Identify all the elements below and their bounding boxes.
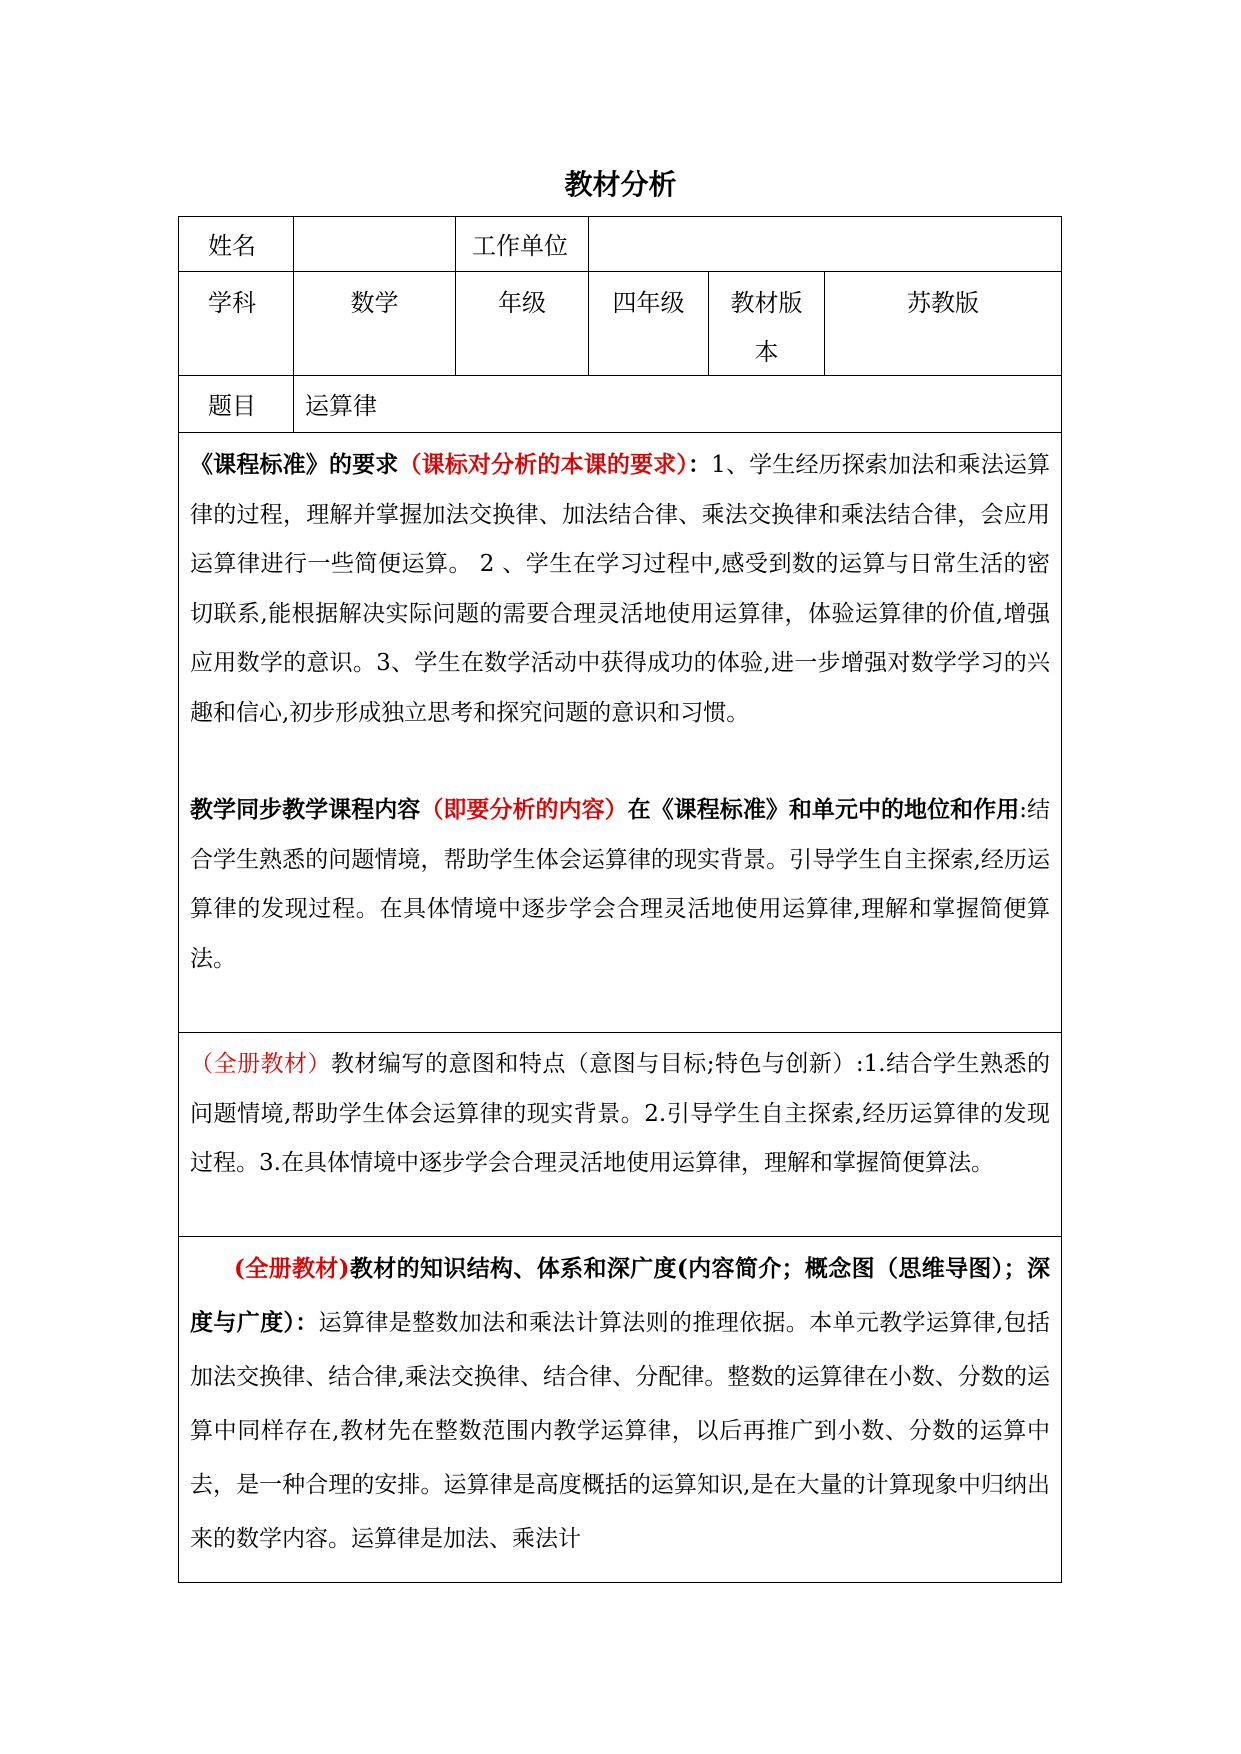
edition-label-line1: 教材版 <box>730 289 803 317</box>
section-body: :结合学生熟悉的问题情境，帮助学生体会运算律的现实背景。引导学生自主探索,经历运算律的发现过程。在具体情境中逐步学会合理灵活地使用运算律,理解和掌握简便算法。 <box>190 797 1051 972</box>
section-heading: 《课程标准》的要求 <box>190 451 399 478</box>
knowledge-structure-paragraph <box>190 1242 1050 1566</box>
row-divider <box>178 1032 1062 1033</box>
section-heading: 在《课程标准》和单元中的地位和作用 <box>627 796 1020 823</box>
curriculum-standard-paragraph <box>190 440 1050 738</box>
design-intent-paragraph <box>190 1040 1050 1189</box>
page-title: 教材分析 <box>564 168 677 201</box>
grade-label: 年级 <box>498 289 546 317</box>
row-divider <box>178 375 1062 376</box>
section-prefix: （全册教材） <box>190 1051 331 1077</box>
topic-value: 运算律 <box>305 392 377 420</box>
edition-label-line2: 本 <box>754 338 779 366</box>
subject-label: 学科 <box>208 289 256 317</box>
section-heading: 教学同步教学课程内容 <box>190 796 421 823</box>
row-divider <box>178 1236 1062 1237</box>
subject-value: 数学 <box>350 289 399 317</box>
section-heading-note: （即要分析的内容） <box>420 796 628 823</box>
section-body: 运算律是整数加法和乘法计算法则的推理依据。本单元教学运算律,包括加法交换律、结合律,乘法交换律、结合律、分配律。整数的运算律在小数、分数的运算中同样存在,教材先在整数范围内教学运算律，以后再推广到小数、分数的运算中去，是一种合理的安排。运算律是高度概括的运算知识,是在大量的计算现象中归纳出来的数学内容。运算律是加法、乘法计 <box>190 1310 1051 1552</box>
topic-label: 题目 <box>208 392 256 420</box>
section-prefix: (全册教材) <box>234 1255 350 1282</box>
section-heading-colon: ： <box>688 451 712 478</box>
edition-value: 苏教版 <box>907 289 979 317</box>
grade-value: 四年级 <box>612 289 685 317</box>
section-heading: 教材的知识结构、体系和深广度(内容简介；概念图（思维导图）；深度与广度）： <box>190 1255 1051 1336</box>
section-body: 1、学生经历探索加法和乘法运算律的过程，理解并掌握加法交换律、加法结合律、乘法交换律和乘法结合律，会应用运算律进行一些简便运算。 2 、学生在学习过程中,感受到数的运算与日常生活的密切联系,能根据解决实际问题的需要合理灵活地使用运算律，体验运算律的价值,增强应用数学的意识。3、学生在数学活动中获得成功的体验,进一步增强对数学学习的兴趣和信心,初步形成独立思考和探究问题的意识和习惯。 <box>190 452 1051 726</box>
section-heading-note: （课标对分析的本课的要求） <box>398 451 688 478</box>
row-divider <box>178 432 1062 433</box>
section-body: 教材编写的意图和特点（意图与目标;特色与创新）:1.结合学生熟悉的问题情境,帮助学生体会运算律的现实背景。2.引导学生自主探索,经历运算律的发现过程。3.在具体情境中逐步学会合理灵活地使用运算律，理解和掌握简便算法。 <box>190 1051 1051 1176</box>
name-label: 姓名 <box>208 232 256 260</box>
work-unit-label: 工作单位 <box>472 232 568 260</box>
content-position-paragraph <box>190 785 1050 984</box>
row-divider <box>178 271 1062 272</box>
